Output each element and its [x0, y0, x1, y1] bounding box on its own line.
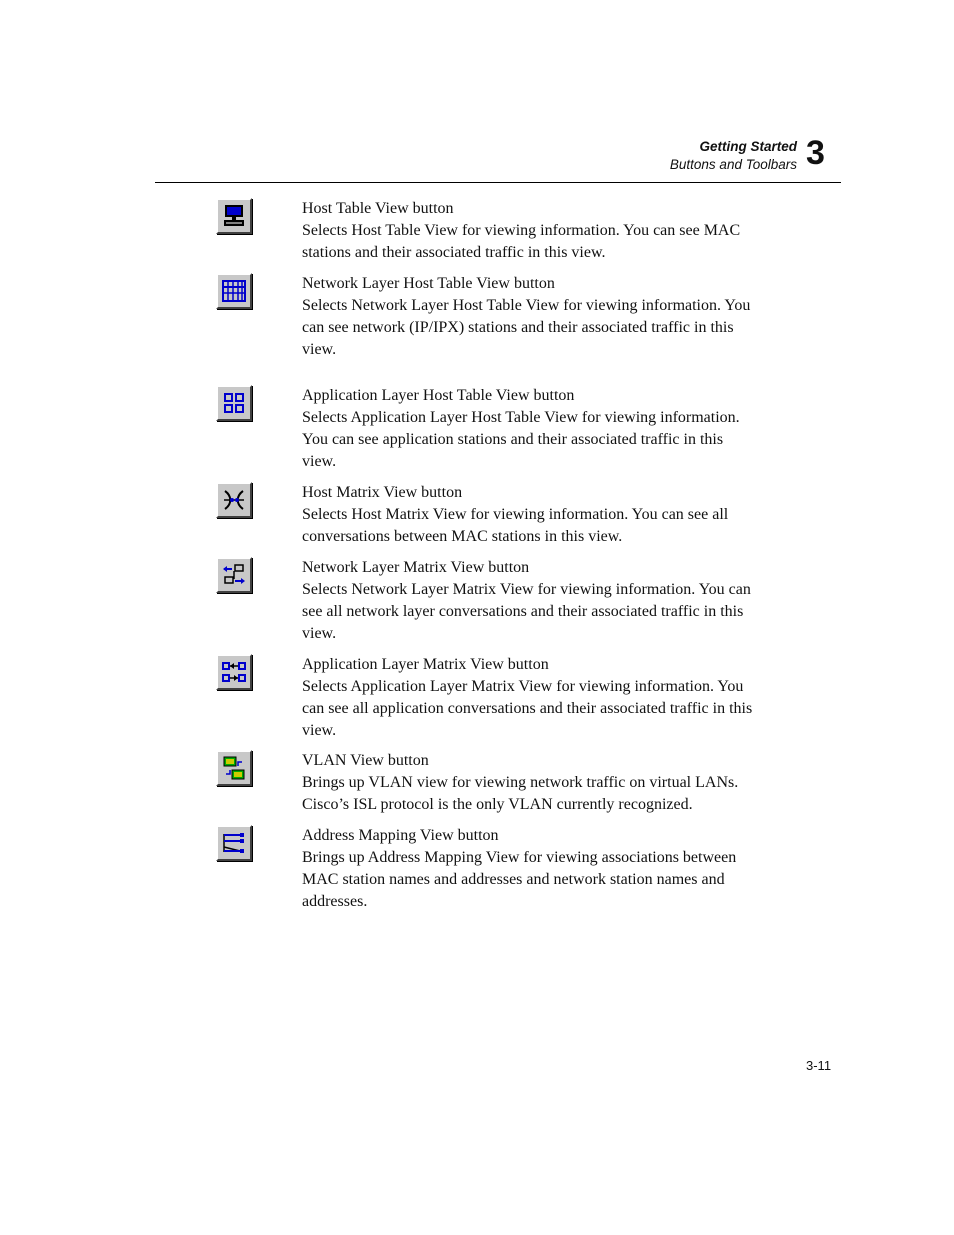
chapter-number: 3 [806, 134, 825, 172]
network-layer-matrix-icon [216, 557, 252, 593]
entry-description-line: Brings up VLAN view for viewing network traffic on virtual LANs. [302, 774, 739, 791]
entry-title: Application Layer Host Table View button [302, 387, 575, 404]
vlan-icon [216, 750, 252, 786]
entry-text [302, 557, 792, 645]
entry-title: Network Layer Matrix View button [302, 559, 530, 576]
entry-description-line: You can see application stations and their associated traffic in this [302, 431, 724, 448]
application-layer-host-table-icon [216, 385, 252, 421]
host-matrix-icon [216, 482, 252, 518]
entry-description-line: view. [302, 625, 337, 642]
entry-description-line: Cisco’s ISL protocol is the only VLAN currently recognized. [302, 796, 693, 813]
entry-title: Application Layer Matrix View button [302, 656, 549, 673]
running-header [670, 138, 797, 174]
entry-description-line: Selects Network Layer Matrix View for viewing information. You can [302, 581, 751, 598]
host-table-icon [216, 198, 252, 234]
header-rule [155, 182, 841, 183]
entry-text [302, 198, 792, 264]
entry-text [302, 654, 792, 742]
network-layer-host-table-icon [216, 273, 252, 309]
entry-description-line: view. [302, 453, 337, 470]
entry-description-line: can see network (IP/IPX) stations and their associated traffic in this [302, 319, 734, 336]
address-mapping-icon [216, 825, 252, 861]
entry-description-line: Selects Host Table View for viewing information. You can see MAC [302, 222, 741, 239]
entry-title: Host Matrix View button [302, 484, 463, 501]
entry-description-line: conversations between MAC stations in this view. [302, 528, 623, 545]
entry-text [302, 482, 792, 548]
entry-description-line: see all network layer conversations and their associated traffic in this [302, 603, 744, 620]
entry-description-line: view. [302, 341, 337, 358]
entry-title: Address Mapping View button [302, 827, 499, 844]
entry-description-line: Selects Application Layer Matrix View for viewing information. You [302, 678, 744, 695]
entry-title: Host Table View button [302, 200, 454, 217]
chapter-title: Getting Started [699, 139, 797, 154]
entry-description-line: addresses. [302, 893, 368, 910]
page-header [0, 0, 954, 190]
entry-text [302, 750, 792, 816]
entry-text [302, 273, 792, 361]
entry-description-line: Brings up Address Mapping View for viewing associations between [302, 849, 737, 866]
entry-title: Network Layer Host Table View button [302, 275, 555, 292]
application-layer-matrix-icon [216, 654, 252, 690]
entry-description-line: Selects Network Layer Host Table View for viewing information. You [302, 297, 751, 314]
page-number: 3-11 [806, 1058, 832, 1073]
entry-description-line: can see all application conversations and their associated traffic in this [302, 700, 753, 717]
entry-text [302, 385, 792, 473]
entry-description-line: Selects Application Layer Host Table View for viewing information. [302, 409, 740, 426]
entry-text [302, 825, 792, 913]
entry-description-line: stations and their associated traffic in this view. [302, 244, 606, 261]
entry-description-line: view. [302, 722, 337, 739]
section-title: Buttons and Toolbars [669, 157, 797, 172]
entry-title: VLAN View button [302, 752, 429, 769]
entry-description-line: MAC station names and addresses and network station names and [302, 871, 725, 888]
entry-description-line: Selects Host Matrix View for viewing information. You can see all [302, 506, 729, 523]
